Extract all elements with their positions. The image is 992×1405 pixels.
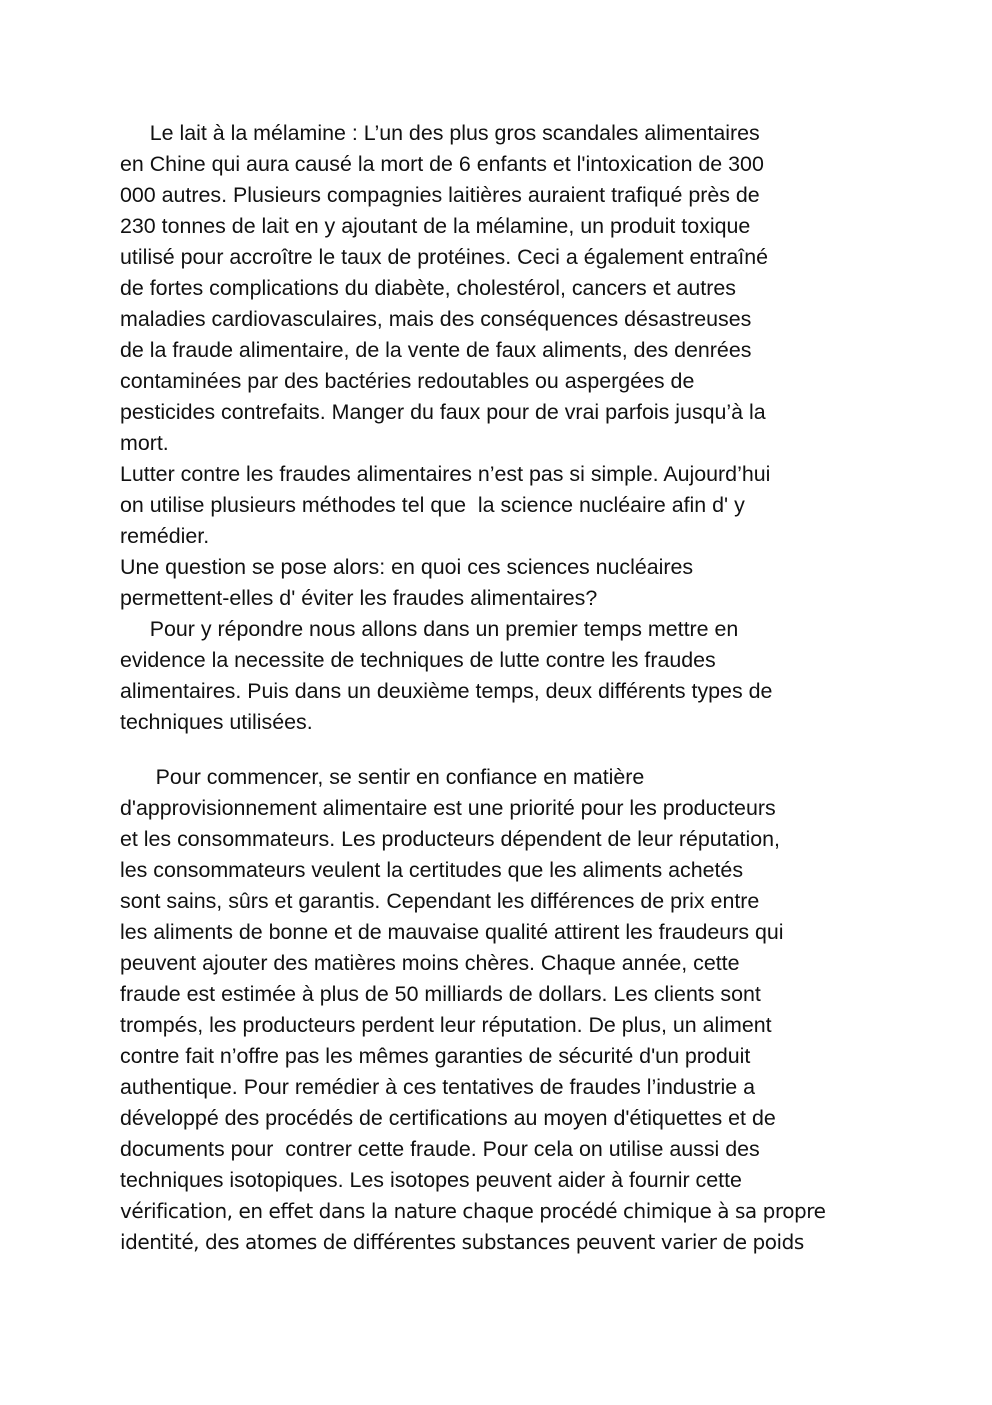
- text-line: on utilise plusieurs méthodes tel que la science nucléaire afin d' y: [120, 493, 745, 517]
- text-line: les aliments de bonne et de mauvaise qualité attirent les fraudeurs qui: [120, 920, 784, 944]
- text-line: pesticides contrefaits. Manger du faux pour de vrai parfois jusqu’à la: [120, 400, 766, 424]
- text-line: d'approvisionnement alimentaire est une priorité pour les producteurs: [120, 796, 776, 820]
- text-line: documents pour contrer cette fraude. Pour cela on utilise aussi des: [120, 1137, 760, 1161]
- text-line: trompés, les producteurs perdent leur réputation. De plus, un aliment: [120, 1013, 772, 1037]
- text-line: de fortes complications du diabète, cholestérol, cancers et autres: [120, 276, 736, 300]
- text-line: evidence la necessite de techniques de lutte contre les fraudes: [120, 648, 716, 672]
- text-line: permettent-elles d' éviter les fraudes alimentaires?: [120, 586, 598, 610]
- text-line: 000 autres. Plusieurs compagnies laitières auraient trafiqué près de: [120, 183, 760, 207]
- text-line: remédier.: [120, 524, 210, 548]
- text-line: Pour commencer, se sentir en confiance en matière: [120, 765, 645, 789]
- text-line: Lutter contre les fraudes alimentaires n’est pas si simple. Aujourd’hui: [120, 462, 771, 486]
- text-line: vérification, en effet dans la nature chaque procédé chimique à sa propre: [120, 1199, 826, 1223]
- text-line: mort.: [120, 431, 169, 455]
- text-line: contre fait n’offre pas les mêmes garanties de sécurité d'un produit: [120, 1044, 751, 1068]
- paragraph-gap: [120, 738, 880, 762]
- text-line: techniques utilisées.: [120, 710, 313, 734]
- text-line: fraude est estimée à plus de 50 milliards de dollars. Les clients sont: [120, 982, 761, 1006]
- text-line: et les consommateurs. Les producteurs dépendent de leur réputation,: [120, 827, 780, 851]
- text-line: utilisé pour accroître le taux de protéines. Ceci a également entraîné: [120, 245, 769, 269]
- text-line: 230 tonnes de lait en y ajoutant de la mélamine, un produit toxique: [120, 214, 751, 238]
- text-line: authentique. Pour remédier à ces tentatives de fraudes l’industrie a: [120, 1075, 755, 1099]
- text-line: peuvent ajouter des matières moins chères. Chaque année, cette: [120, 951, 740, 975]
- text-line: en Chine qui aura causé la mort de 6 enfants et l'intoxication de 300: [120, 152, 764, 176]
- text-line: Pour y répondre nous allons dans un premier temps mettre en: [120, 617, 739, 641]
- text-line: identité, des atomes de différentes substances peuvent varier de poids: [120, 1230, 804, 1254]
- text-line: maladies cardiovasculaires, mais des conséquences désastreuses: [120, 307, 752, 331]
- text-line: techniques isotopiques. Les isotopes peuvent aider à fournir cette: [120, 1168, 742, 1192]
- text-line: contaminées par des bactéries redoutables ou aspergées de: [120, 369, 695, 393]
- text-line: Le lait à la mélamine : L’un des plus gros scandales alimentaires: [120, 121, 760, 145]
- text-line: sont sains, sûrs et garantis. Cependant les différences de prix entre: [120, 889, 760, 913]
- document-text: [120, 118, 880, 1258]
- text-line: Une question se pose alors: en quoi ces sciences nucléaires: [120, 555, 694, 579]
- text-line: développé des procédés de certifications au moyen d'étiquettes et de: [120, 1106, 776, 1130]
- text-line: de la fraude alimentaire, de la vente de faux aliments, des denrées: [120, 338, 752, 362]
- text-line: alimentaires. Puis dans un deuxième temps, deux différents types de: [120, 679, 773, 703]
- text-line: les consommateurs veulent la certitudes que les aliments achetés: [120, 858, 744, 882]
